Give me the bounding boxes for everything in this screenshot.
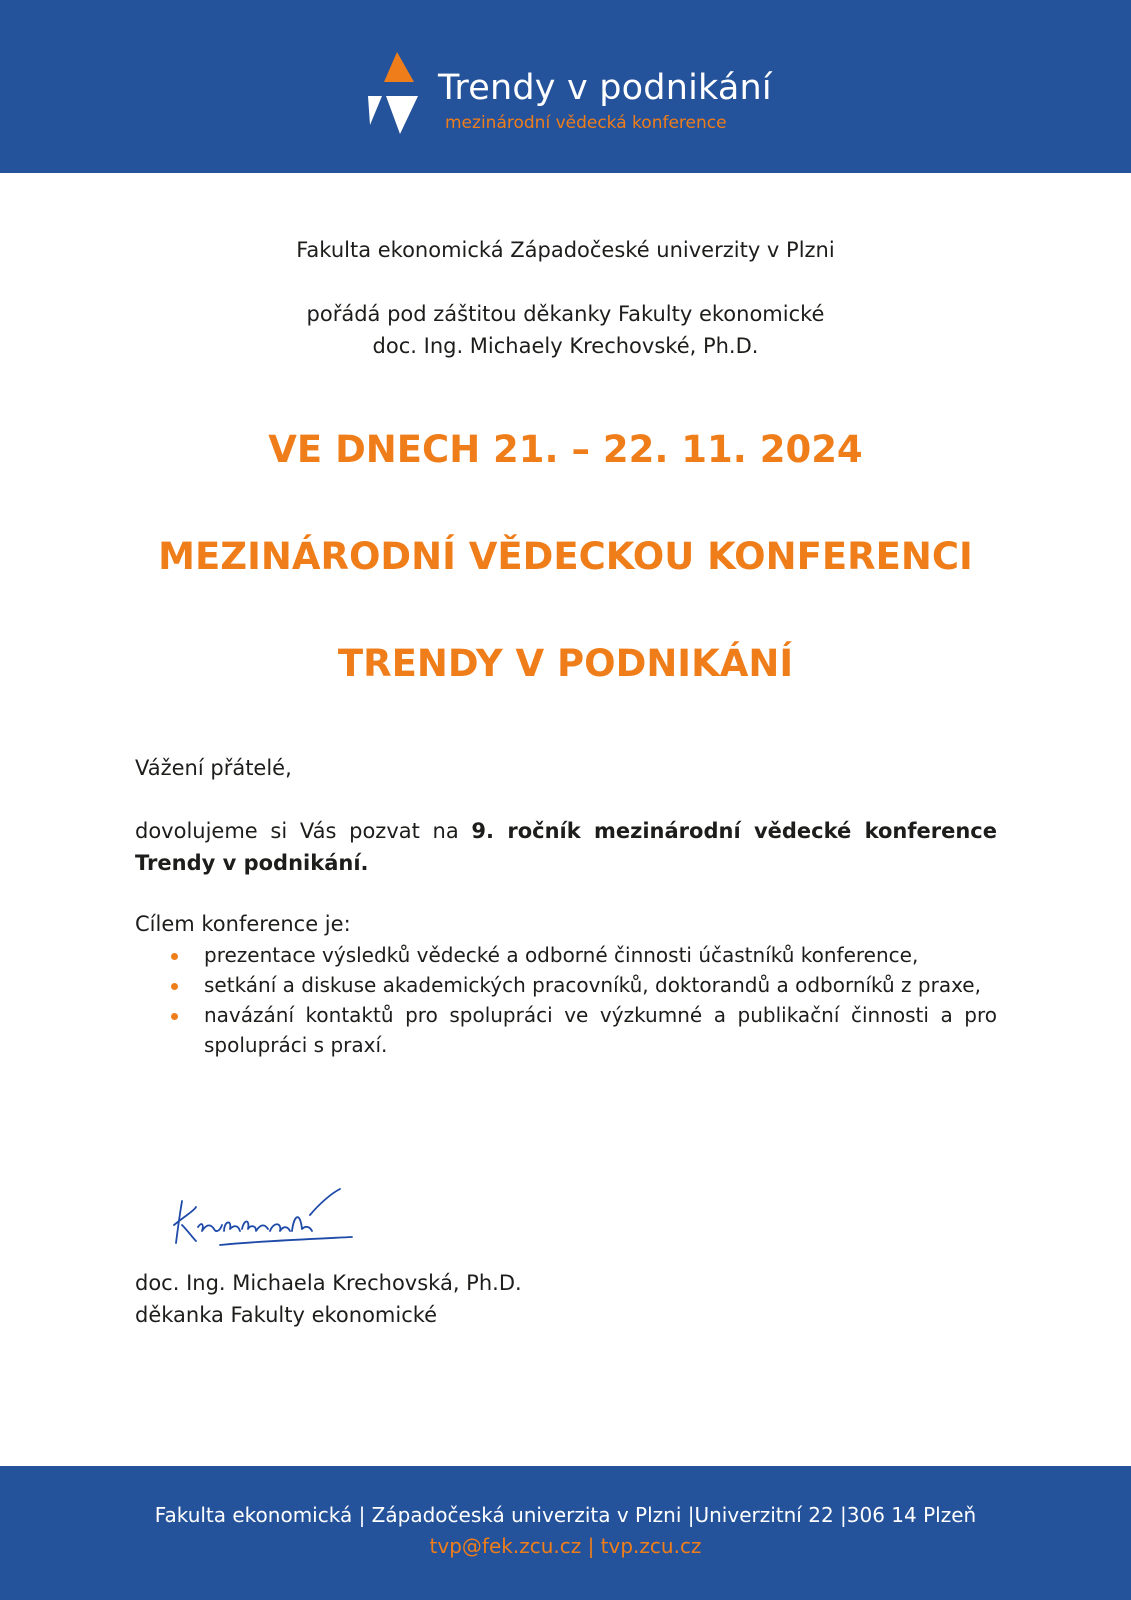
invitation-text: dovolujeme si Vás pozvat na bbox=[135, 819, 472, 843]
invitation-line-1 bbox=[135, 815, 997, 847]
patronage-line-2: doc. Ing. Michaely Krechovské, Ph.D. bbox=[372, 334, 759, 358]
conference-type-heading: MEZINÁRODNÍ VĚDECKOU KONFERENCI bbox=[158, 535, 973, 578]
invitation-paragraph bbox=[135, 815, 997, 879]
patronage-line-1: pořádá pod záštitou děkanky Fakulty ekonomické bbox=[306, 302, 825, 326]
invitation-conference-name: Trendy v podnikání. bbox=[135, 851, 369, 875]
signatory-role: děkanka Fakulty ekonomické bbox=[135, 1303, 438, 1327]
greeting: Vážení přátelé, bbox=[135, 756, 292, 780]
list-item: setkání a diskuse akademických pracovníků, doktorandů a odborníků z praxe, bbox=[135, 970, 997, 1000]
footer-banner bbox=[0, 1466, 1131, 1600]
logo-title: Trendy v podnikání bbox=[438, 68, 772, 108]
signature-image bbox=[160, 1185, 360, 1255]
conference-dates: VE DNECH 21. – 22. 11. 2024 bbox=[268, 428, 863, 471]
footer-address: Fakulta ekonomická | Západočeská univerzita v Plzni |Univerzitní 22 |306 14 Plzeň bbox=[154, 1503, 977, 1527]
list-item: navázání kontaktů pro spolupráci ve výzkumné a publikační činnosti a pro spolupráci s praxí. bbox=[135, 1000, 997, 1060]
footer-contacts[interactable]: tvp@fek.zcu.cz | tvp.zcu.cz bbox=[429, 1534, 702, 1558]
conference-name-heading: TRENDY V PODNIKÁNÍ bbox=[337, 642, 794, 685]
signatory-name: doc. Ing. Michaela Krechovská, Ph.D. bbox=[135, 1271, 522, 1295]
header-banner bbox=[0, 0, 1131, 173]
goals-list bbox=[135, 940, 997, 1060]
goals-heading: Cílem konference je: bbox=[135, 912, 351, 936]
invitation-edition: 9. ročník mezinárodní vědecké konference bbox=[471, 819, 997, 843]
logo-subtitle: mezinárodní vědecká konference bbox=[445, 113, 727, 133]
faculty-line: Fakulta ekonomická Západočeské univerzity v Plzni bbox=[296, 238, 835, 262]
list-item: prezentace výsledků vědecké a odborné činnosti účastníků konference, bbox=[135, 940, 997, 970]
